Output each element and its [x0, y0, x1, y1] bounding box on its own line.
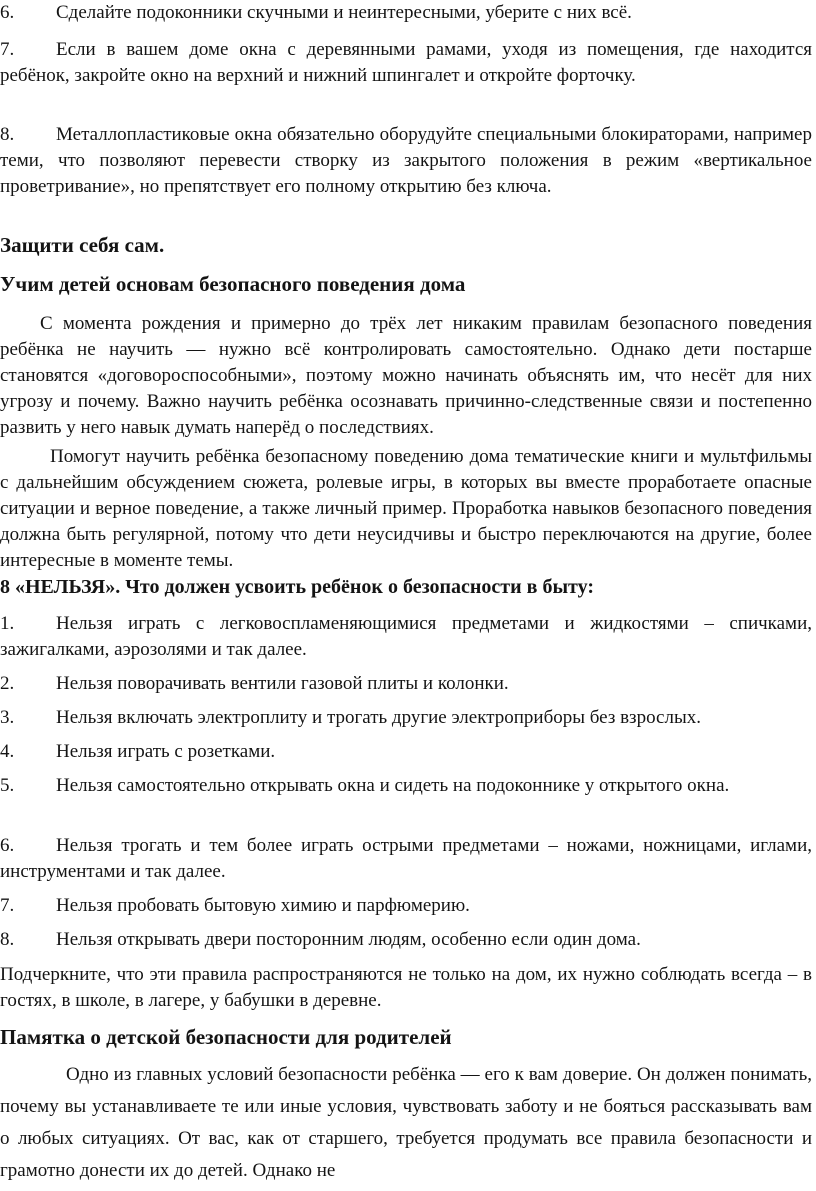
- list-text: Сделайте подоконники скучными и неинтересными, уберите с них всё.: [56, 2, 632, 23]
- list-text: Нельзя трогать и тем более играть острыми предметами – ножами, ножницами, иглами, инструментами и так далее.: [0, 835, 812, 882]
- paragraph: Одно из главных условий безопасности ребёнка — его к вам доверие. Он должен понимать, почему вы устанавливаете те или иные условия, чувствовать заботу и не бояться рассказывать вам о любых ситуациях. От вас, как от старшего, требуется продумать все правила безопасности и грамотно донести их до детей. Однако не: [0, 1064, 812, 1181]
- list-number: 4.: [0, 741, 15, 762]
- list-text: Нельзя включать электроплиту и трогать другие электроприборы без взрослых.: [56, 707, 701, 728]
- heading-nelzya: 8 «НЕЛЬЗЯ». Что должен усвоить ребёнок о безопасности в быту:: [0, 576, 595, 598]
- list-item: [0, 37, 812, 89]
- list-number: 6.: [0, 835, 15, 856]
- list-item: [0, 833, 812, 885]
- list-number: 7.: [0, 895, 15, 916]
- list-number: 3.: [0, 707, 15, 728]
- paragraph: Помогут научить ребёнка безопасному поведению дома тематические книги и мультфильмы с дальнейшим обсуждением сюжета, ролевые игры, в которых вы вместе проработаете опасные ситуации и верное поведение, а также личный пример. Проработка навыков безопасного поведения должна быть регулярной, потому что дети неусидчивы и быстро переключаются на другие, более интересные в моменте темы.: [0, 446, 812, 571]
- list-item: [0, 0, 812, 26]
- list-number: 8.: [0, 124, 15, 145]
- list-text: Нельзя играть с легковоспламеняющимися предметами и жидкостями – спичками, зажигалками, аэрозолями и так далее.: [0, 613, 812, 660]
- heading-teach: Учим детей основам безопасного поведения дома: [0, 272, 466, 296]
- list-item: [0, 927, 812, 953]
- list-text: Нельзя открывать двери посторонним людям, особенно если один дома.: [56, 929, 641, 950]
- list-item: [0, 893, 812, 919]
- heading-protect: Защити себя сам.: [0, 233, 165, 257]
- list-number: 2.: [0, 673, 15, 694]
- list-item: [0, 739, 812, 765]
- list-text: Если в вашем доме окна с деревянными рамами, уходя из помещения, где находится ребёнок, закройте окно на верхний и нижний шпингалет и откройте форточку.: [0, 39, 812, 86]
- list-text: Нельзя самостоятельно открывать окна и сидеть на подоконнике у открытого окна.: [56, 775, 730, 796]
- list-number: 1.: [0, 613, 15, 634]
- list-item: [0, 671, 812, 697]
- list-number: 5.: [0, 775, 15, 796]
- list-item: [0, 773, 812, 799]
- list-number: 7.: [0, 39, 15, 60]
- list-item: [0, 611, 812, 663]
- list-item: [0, 705, 812, 731]
- list-text: Нельзя пробовать бытовую химию и парфюмерию.: [56, 895, 470, 916]
- list-text: Нельзя играть с розетками.: [56, 741, 276, 762]
- list-item: [0, 122, 812, 200]
- list-text: Металлопластиковые окна обязательно оборудуйте специальными блокираторами, например теми, что позволяют перевести створку из закрытого положения в режим «вертикальное проветривание», но препятствует его полному открытию без ключа.: [0, 124, 812, 197]
- heading-memo: Памятка о детской безопасности для родителей: [0, 1025, 452, 1049]
- list-number: 8.: [0, 929, 15, 950]
- list-number: 6.: [0, 2, 15, 23]
- list-text: Нельзя поворачивать вентили газовой плиты и колонки.: [56, 673, 509, 694]
- paragraph: Подчеркните, что эти правила распространяются не только на дом, их нужно соблюдать всегда – в гостях, в школе, в лагере, у бабушки в деревне.: [0, 964, 812, 1011]
- paragraph: С момента рождения и примерно до трёх лет никаким правилам безопасного поведения ребёнка не научить — нужно всё контролировать самостоятельно. Однако дети постарше становятся «договороспособными», поэтому можно начинать объяснять им, что несёт для них угрозу и почему. Важно научить ребёнка осознавать причинно-следственные связи и постепенно развить у него навык думать наперёд о последствиях.: [0, 313, 812, 438]
